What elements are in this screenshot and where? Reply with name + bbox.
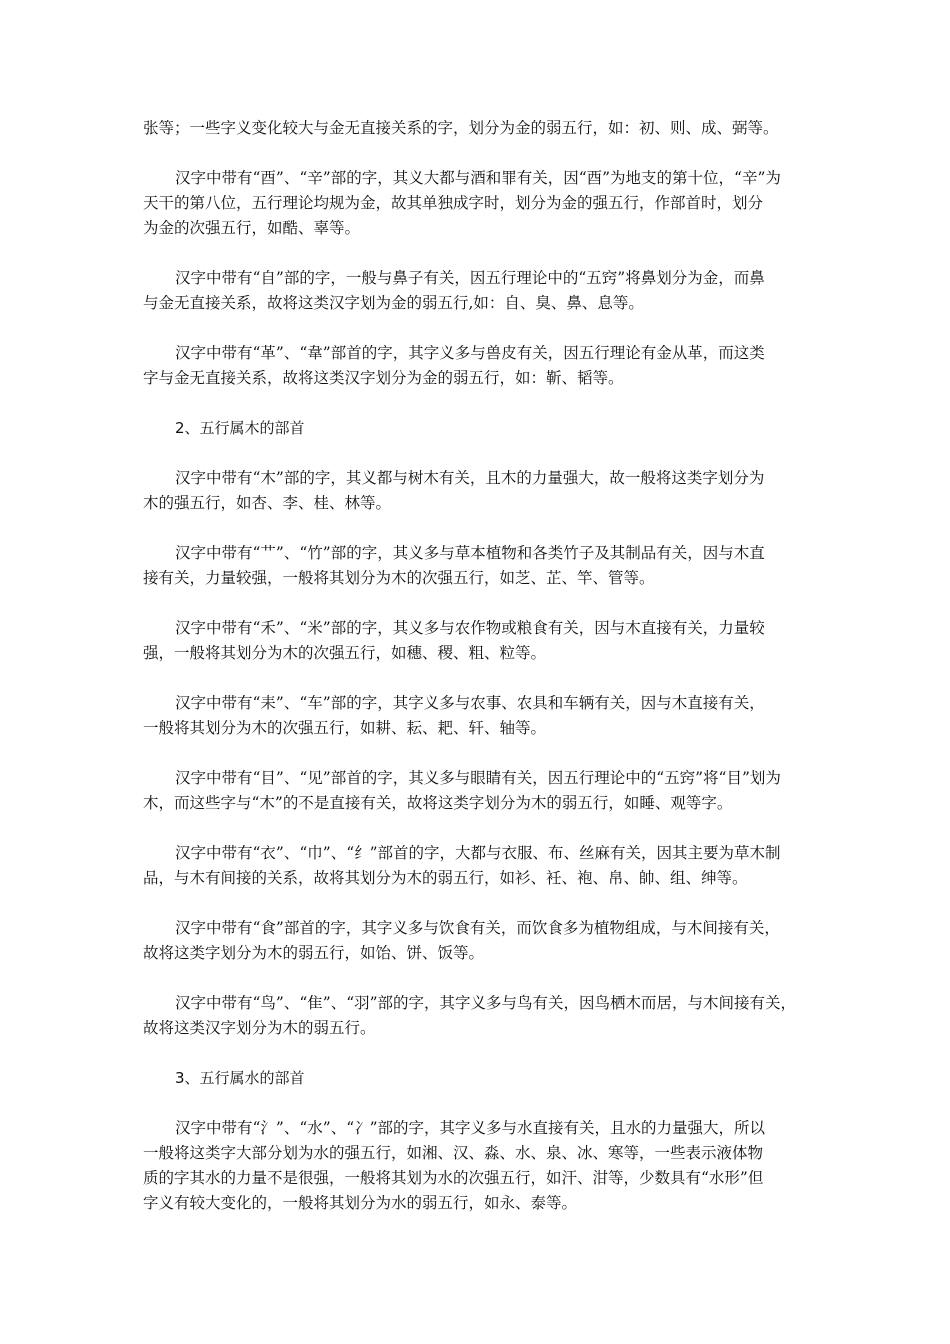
text-line: 汉字中带有“氵”、“水”、“冫”部的字，其字义多与水直接有关，且水的力量强大，所以 — [175, 1119, 766, 1137]
text-line: 汉字中带有“耒”、“车”部的字，其字义多与农事、农具和车辆有关，因与木直接有关， — [175, 694, 765, 712]
text-line: 接有关，力量较强，一般将其划分为木的次强五行，如芝、芷、竿、管等。 — [143, 569, 655, 587]
text-line: 汉字中带有“革”、“韋”部首的字，其字义多与兽皮有关，因五行理论有金从革，而这类 — [175, 344, 765, 362]
text-line: 一般将这类字大部分划为水的强五行，如湘、汉、淼、水、泉、冰、寒等，一些表示液体物 — [143, 1144, 764, 1162]
text-line: 与金无直接关系，故将这类汉字划为金的弱五行,如：自、臭、鼻、息等。 — [143, 294, 644, 312]
text-line: 字与金无直接关系，故将这类汉字划分为金的弱五行，如：靳、韬等。 — [143, 369, 624, 387]
section-heading: 3、五行属水的部首 — [175, 1069, 305, 1087]
section-heading: 2、五行属木的部首 — [175, 419, 305, 437]
text-line: 汉字中带有“木”部的字，其义都与树木有关，且木的力量强大，故一般将这类字划分为 — [175, 469, 765, 487]
text-line: 为金的次强五行，如酷、辜等。 — [143, 219, 361, 237]
text-line: 木，而这些字与“木”的不是直接有关，故将这类字划分为木的弱五行，如睡、观等字。 — [143, 794, 733, 812]
text-line: 汉字中带有“禾”、“米”部的字，其义多与农作物或粮食有关，因与木直接有关，力量较 — [175, 619, 765, 637]
text-line: 汉字中带有“衣”、“巾”、“纟”部首的字，大都与衣服、布、丝麻有关，因其主要为草木制 — [175, 844, 781, 862]
text-line: 汉字中带有“食”部首的字，其字义多与饮食有关，而饮食多为植物组成，与木间接有关， — [175, 919, 780, 937]
text-line: 木的强五行，如杏、李、桂、林等。 — [143, 494, 392, 512]
text-line: 汉字中带有“自”部的字，一般与鼻子有关，因五行理论中的“五窍”将鼻划分为金，而鼻 — [175, 269, 765, 287]
text-line: 字义有较大变化的，一般将其划分为水的弱五行，如永、泰等。 — [143, 1194, 578, 1212]
text-line: 汉字中带有“酉”、“辛”部的字，其义大都与酒和罪有关，因“酉”为地支的第十位，“辛”为 — [175, 169, 781, 187]
text-line: 汉字中带有“鸟”、“隹”、“羽”部的字，其字义多与鸟有关，因鸟栖木而居，与木间接有关， — [175, 994, 797, 1012]
text-line: 故将这类字划分为木的弱五行，如饴、饼、饭等。 — [143, 944, 485, 962]
text-line: 一般将其划分为木的次强五行，如耕、耘、耙、轩、轴等。 — [143, 719, 547, 737]
text-line: 张等；一些字义变化较大与金无直接关系的字，划分为金的弱五行，如：初、则、成、弼等。 — [143, 119, 779, 137]
text-line: 汉字中带有“目”、“见”部首的字，其义多与眼睛有关，因五行理论中的“五窍”将“目”划为 — [175, 769, 781, 787]
text-line: 品，与木有间接的关系，故将其划分为木的弱五行，如衫、衽、袍、帛、帥、组、绅等。 — [143, 869, 748, 887]
text-line: 质的字其水的力量不是很强，一般将其划为水的次强五行，如汗、泔等，少数具有“水形”但 — [143, 1169, 764, 1187]
text-line: 天干的第八位，五行理论均规为金，故其单独成字时，划分为金的强五行，作部首时，划分 — [143, 194, 764, 212]
text-line: 强，一般将其划分为木的次强五行，如穗、稷、粗、粒等。 — [143, 644, 547, 662]
text-line: 汉字中带有“艹”、“竹”部的字，其义多与草本植物和各类竹子及其制品有关，因与木直 — [175, 544, 765, 562]
text-line: 故将这类汉字划分为木的弱五行。 — [143, 1019, 376, 1037]
